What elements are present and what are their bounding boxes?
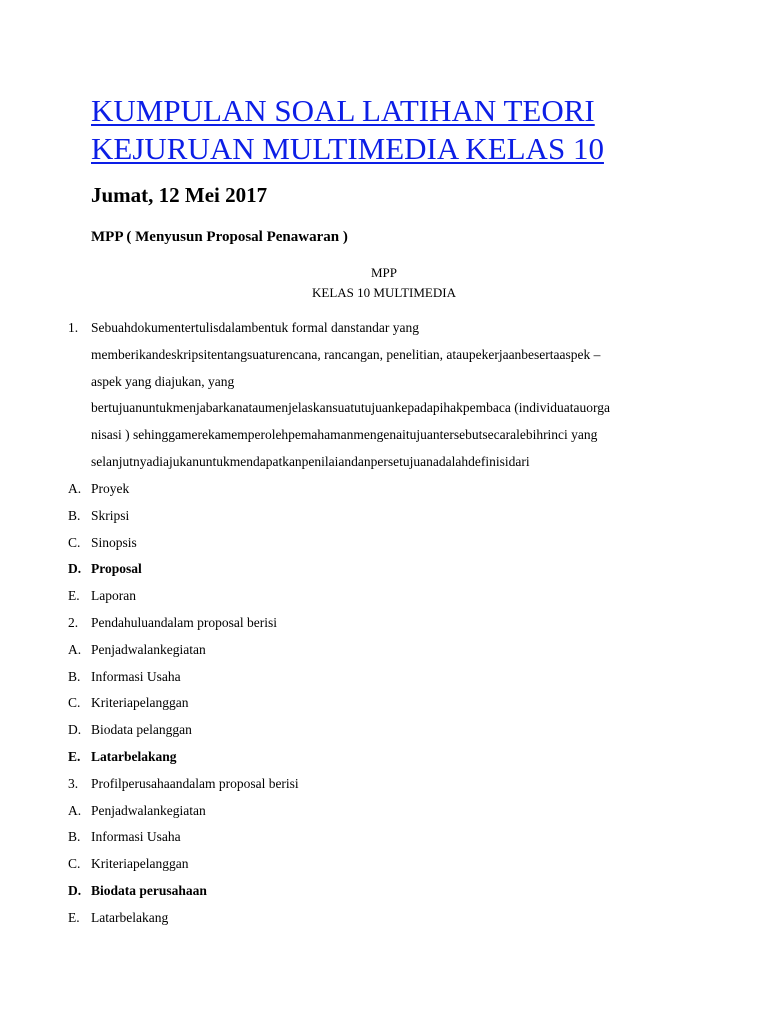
- answer-option: [68, 722, 192, 738]
- answer-option: [68, 910, 168, 926]
- title-line-2[interactable]: KEJURUAN MULTIMEDIA KELAS 10: [91, 131, 604, 166]
- option-letter: D.: [68, 883, 82, 898]
- center-heading-class: KELAS 10 MULTIMEDIA: [312, 285, 456, 300]
- question-1-line: memberikandeskripsitentangsuaturencana, rancangan, penelitian, ataupekerjaanbesertaaspek –: [91, 347, 601, 362]
- option-text: Sinopsis: [91, 535, 137, 550]
- page-title-link[interactable]: [91, 92, 711, 168]
- answer-option: [68, 829, 181, 845]
- question-1-line: nisasi ) sehinggamerekamemperolehpemahamanmengenaitujuantersebutsecaralebihrinci yang: [91, 427, 598, 442]
- question-text: Pendahuluandalam proposal berisi: [91, 615, 277, 630]
- question-text: Profilperusahaandalam proposal berisi: [91, 776, 299, 791]
- option-text: Penjadwalankegiatan: [91, 642, 206, 657]
- option-text: Latarbelakang: [91, 749, 177, 764]
- option-letter: C.: [68, 856, 81, 871]
- option-letter: C.: [68, 535, 81, 550]
- question-1-line: selanjutnyadiajukanuntukmendapatkanpenilaiandanpersetujuanadalahdefinisidari: [91, 454, 530, 469]
- answer-option: [68, 695, 188, 711]
- option-letter: E.: [68, 749, 81, 764]
- option-text: Proyek: [91, 481, 130, 496]
- option-letter: B.: [68, 508, 81, 523]
- question-number: 2.: [68, 615, 79, 630]
- option-letter: B.: [68, 829, 81, 844]
- answer-option: [68, 481, 129, 497]
- option-letter: C.: [68, 695, 81, 710]
- answer-option: [68, 803, 206, 819]
- question-number: 3.: [68, 776, 79, 791]
- answer-option: [68, 508, 129, 524]
- option-text: Skripsi: [91, 508, 130, 523]
- title-line-1[interactable]: KUMPULAN SOAL LATIHAN TEORI: [91, 93, 595, 128]
- option-letter: E.: [68, 588, 80, 603]
- option-letter: D.: [68, 722, 82, 737]
- answer-option: [68, 883, 207, 899]
- question-1-line: bertujuanuntukmenjabarkanataumenjelaskansuatutujuankepadapihakpembaca (individuatauorga: [91, 400, 610, 415]
- option-letter: D.: [68, 561, 82, 576]
- option-text: Kriteriapelanggan: [91, 856, 189, 871]
- subject-subtitle: MPP ( Menyusun Proposal Penawaran ): [91, 229, 348, 245]
- answer-option: [68, 535, 137, 551]
- question-row: [68, 615, 277, 631]
- option-letter: A.: [68, 803, 82, 818]
- option-letter: A.: [68, 481, 82, 496]
- option-text: Proposal: [91, 561, 142, 576]
- option-text: Penjadwalankegiatan: [91, 803, 206, 818]
- question-1-line: Sebuahdokumentertulisdalambentuk formal danstandar yang: [91, 320, 420, 335]
- answer-option: [68, 669, 181, 685]
- option-text: Biodata perusahaan: [91, 883, 207, 898]
- question-row: [68, 776, 299, 792]
- answer-option: [68, 856, 188, 872]
- option-letter: E.: [68, 910, 80, 925]
- answer-option: [68, 588, 136, 604]
- option-letter: A.: [68, 642, 82, 657]
- answer-option: [68, 749, 177, 765]
- answer-option: [68, 642, 206, 658]
- post-date: Jumat, 12 Mei 2017: [91, 183, 268, 207]
- question-1-line: aspek yang diajukan, yang: [91, 374, 235, 389]
- question-1-number: 1.: [68, 320, 79, 335]
- option-text: Kriteriapelanggan: [91, 695, 189, 710]
- option-text: Biodata pelanggan: [91, 722, 192, 737]
- answer-option: [68, 561, 142, 577]
- center-heading-mpp: MPP: [370, 265, 398, 280]
- option-letter: B.: [68, 669, 81, 684]
- option-text: Latarbelakang: [91, 910, 169, 925]
- option-text: Laporan: [91, 588, 136, 603]
- option-text: Informasi Usaha: [91, 829, 181, 844]
- option-text: Informasi Usaha: [91, 669, 181, 684]
